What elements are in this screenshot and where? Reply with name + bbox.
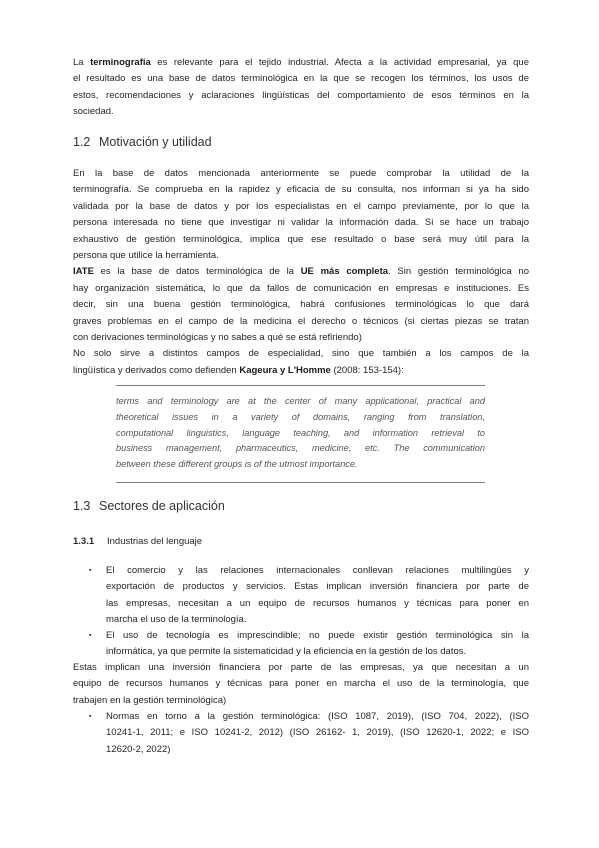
- intro-line-4: sociedad.: [73, 106, 114, 118]
- intro-line-3: estos, recomendaciones y aclaraciones lingüísticas del comportamiento de esos términos en la: [73, 89, 529, 101]
- quote-line: business management, pharmaceutics, medicine, etc. The communication: [116, 443, 485, 454]
- quote-line: computational linguistics, language teaching, and information retrieval to: [116, 427, 485, 438]
- text-line: marcha el uso de la terminología.: [106, 614, 247, 626]
- quote-top-rule: [116, 385, 485, 386]
- intro-line-1: La terminografía es relevante para el tejido industrial. Afecta a la actividad empresarial, ya que: [73, 57, 529, 68]
- bullet-marker: ▪: [89, 567, 92, 574]
- text-line: informática, ya que permite la sistematicidad y la eficiencia en la gestión de los datos.: [106, 646, 467, 658]
- quote-bottom-rule: [116, 482, 485, 483]
- intro-paragraph: [73, 55, 529, 121]
- subsection-heading-1-3-1: [73, 536, 202, 547]
- section-number: 1.3: [73, 499, 91, 513]
- section-number: 1.2: [73, 135, 91, 149]
- text-line: Estas implican una inversión financiera por parte de las empresas, ya que necesitan a un: [73, 662, 529, 673]
- subsection-title: Industrias del lenguaje: [107, 536, 203, 547]
- term-ue: UE más completa: [300, 266, 389, 278]
- text-line: persona que utilice la herramienta.: [73, 250, 219, 262]
- quote-line: terms and terminology are at the center of many applicational, practical and: [116, 396, 485, 406]
- text-line: El uso de tecnología es imprescindible; no puede existir gestión terminológica sin la: [106, 630, 529, 641]
- subsection-number: 1.3.1: [73, 536, 95, 547]
- text-line: terminografía. Se comprueba en la rapidez y eficacia de su consulta, nos informan si ya ha sido: [73, 184, 529, 196]
- term-terminografia: terminografía: [90, 57, 151, 68]
- text-line: con derivaciones terminológicas y no sabes a qué se está refiriendo): [73, 332, 362, 344]
- text-line: equipo de recursos humanos y técnicas para poner en marcha el uso de la terminología, que: [73, 678, 529, 690]
- text-line: trabajen en la gestión terminológica): [73, 694, 227, 706]
- text-line: hay organización sistemática, lo que da fallos de comunicación en empresas e instituciones. Es: [73, 282, 529, 294]
- text-line: exhaustivo de gestión terminológica, implica que ese resultado o base será muy útil para la: [73, 233, 529, 245]
- motivation-paragraph-1: [73, 166, 529, 379]
- section-title: Motivación y utilidad: [99, 135, 212, 149]
- text-line: 12620-2, 2022): [106, 743, 171, 755]
- quote-line: theoretical issues in a variety of domains, ranging from translation,: [116, 411, 485, 422]
- bullet-marker: ▪: [89, 713, 92, 720]
- quote-text: [116, 394, 485, 473]
- bullet-item-1: [106, 563, 529, 629]
- text-line: persona interesada no tiene que investigar ni validar la información dada. Si se hace un trabajo: [73, 217, 529, 229]
- text-line: Normas en torno a la gestión terminológica: (ISO 1087, 2019), (ISO 704, 2022), (ISO: [106, 711, 529, 722]
- section-heading-1-2: [73, 135, 212, 149]
- quote-line: between these different groups is of the utmost importance.: [116, 459, 358, 470]
- term-iate: IATE: [73, 266, 94, 278]
- text-line: IATE es la base de datos terminológica de la UE más completa. Sin gestión terminológica no: [73, 266, 529, 278]
- text-line: En la base de datos mencionada anteriormente se puede comprobar la utilidad de la: [73, 168, 529, 179]
- text-line: validada por la base de datos y por los especialistas en el campo previamente, por lo que la: [73, 200, 529, 212]
- section-heading-1-3: [73, 499, 225, 513]
- text-line: graves problemas en el campo de la medicina el derecho o técnicos (si ciertas piezas se tratan: [73, 315, 529, 327]
- intro-line-2: el resultado es una base de datos terminológica en la que se recogen los términos, los usos de: [73, 73, 529, 85]
- text-line: exportación de productos y servicios. Estas implican inversión financiera por parte de: [106, 581, 529, 593]
- applications-paragraph: [73, 660, 529, 709]
- bullet-item-3: [106, 709, 529, 758]
- text-line: No solo sirve a distintos campos de especialidad, sino que también a los campos de la: [73, 348, 529, 360]
- text-line: El comercio y las relaciones internacionales conllevan relaciones multilingües y: [106, 565, 529, 576]
- text-line: lingüística y derivados como defienden Kageura y L'Homme (2008: 153-154):: [73, 364, 404, 376]
- section-title: Sectores de aplicación: [99, 499, 225, 513]
- citation-authors: Kageura y L'Homme: [239, 364, 331, 376]
- bullet-marker: ▪: [89, 632, 92, 639]
- text-line: 10241-1, 2011; e ISO 10241-2, 2012) (ISO 26162- 1, 2019), (ISO 12620-1, 2022; e ISO: [106, 727, 529, 739]
- text-line: las empresas, necesitan a un equipo de recursos humanos y técnicas para poner en: [106, 597, 529, 609]
- text-line: decir, sin una buena gestión terminológica, habrá confusiones terminológicas lo que dará: [73, 299, 529, 311]
- bullet-item-2: [106, 628, 529, 661]
